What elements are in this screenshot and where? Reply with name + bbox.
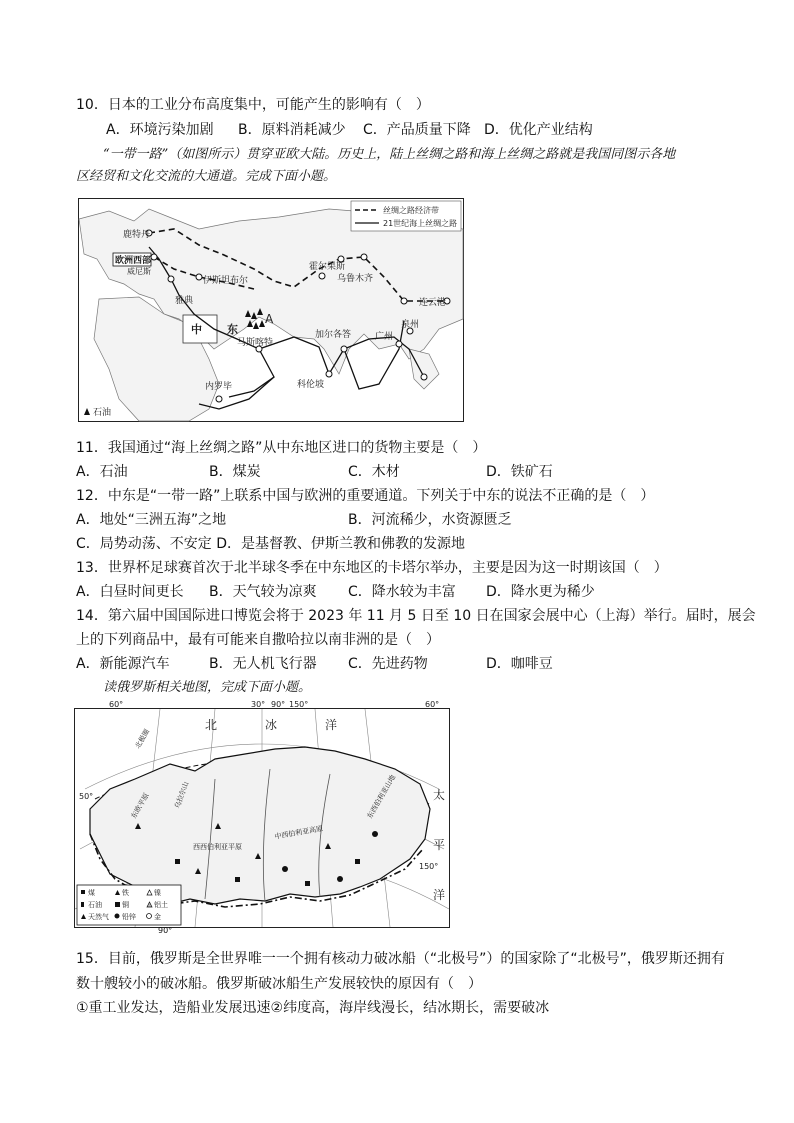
q11-option-b[interactable]: B．煤炭 bbox=[209, 464, 261, 480]
q12-option-a[interactable]: A．地处“三洲五海”之地 bbox=[76, 512, 227, 528]
label-quanzhou: 泉州 bbox=[401, 320, 420, 330]
q15-stem-line1: 15．目前，俄罗斯是全世界唯一一个拥有核动力破冰船（“北极号”）的国家除了“北极号”，俄罗斯还拥有 bbox=[76, 951, 725, 967]
label-guangzhou: 广州 bbox=[375, 332, 394, 342]
label-central-siberia: 中西伯利亚高原 bbox=[273, 824, 324, 841]
q14-stem-line2: 上的下列商品中，最有可能来自撒哈拉以南非洲的是（ ） bbox=[76, 632, 440, 648]
q10-option-b[interactable]: B．原料消耗减少 bbox=[238, 122, 346, 138]
q12-stem: 12．中东是“一带一路”上联系中国与欧洲的重要通道。下列关于中东的说法不正确的是（ ） bbox=[76, 488, 655, 504]
legend-land-route: 丝绸之路经济带 bbox=[383, 206, 439, 215]
ocean-bing: 冰 bbox=[265, 718, 278, 732]
legend-lead-zinc: 铅锌 bbox=[122, 913, 136, 921]
q14-stem-line1: 14．第六届中国国际进口博览会将于 2023 年 11 月 5 日至 10 日在国家会展中心（上海）举行。届时，展会 bbox=[76, 608, 756, 624]
label-lianyungang: 连云港 bbox=[419, 298, 447, 308]
label-a: A bbox=[265, 312, 274, 326]
q10-option-c[interactable]: C．产品质量下降 bbox=[363, 122, 471, 138]
legend-sea-route: 21世纪海上丝绸之路 bbox=[383, 219, 458, 228]
q12-option-b[interactable]: B．河流稀少，水资源匮乏 bbox=[348, 512, 512, 528]
q13-option-c[interactable]: C．降水较为丰富 bbox=[348, 584, 456, 600]
q10-option-a[interactable]: A．环境污染加剧 bbox=[106, 122, 214, 138]
label-athens: 雅典 bbox=[175, 296, 194, 306]
legend-iron: 铁 bbox=[122, 889, 129, 897]
label-urumqi: 乌鲁木齐 bbox=[337, 274, 374, 284]
q14-option-a[interactable]: A．新能源汽车 bbox=[76, 656, 170, 672]
label-nairobi: 内罗毕 bbox=[205, 382, 233, 392]
lon-bottom-label: 90° bbox=[158, 926, 173, 935]
q13-option-b[interactable]: B．天气较为凉爽 bbox=[209, 584, 317, 600]
q13-stem: 13．世界杯足球赛首次于北半球冬季在中东地区的卡塔尔举办，主要是因为这一时期该国（ ） bbox=[76, 560, 668, 576]
label-east: 东 bbox=[227, 323, 238, 336]
lon-left-label: 60° bbox=[109, 700, 124, 709]
q11-option-c[interactable]: C．木材 bbox=[348, 464, 400, 480]
legend-oil: 石油 bbox=[88, 901, 102, 909]
lat-50-label: 50° bbox=[79, 792, 94, 801]
belt-road-map-svg bbox=[79, 199, 463, 421]
q13-option-a[interactable]: A．白昼时间更长 bbox=[76, 584, 184, 600]
pacific-ping: 平 bbox=[433, 838, 446, 852]
legend-nickel: 镍 bbox=[154, 889, 161, 897]
q14-option-d[interactable]: D．咖啡豆 bbox=[486, 656, 553, 672]
label-kolkata: 加尔各答 bbox=[315, 330, 352, 340]
label-istanbul: 伊斯坦布尔 bbox=[203, 276, 249, 286]
lon-150b-label: 150° bbox=[419, 862, 439, 871]
q13-option-d[interactable]: D．降水更为稀少 bbox=[486, 584, 595, 600]
legend-oil: 石油 bbox=[93, 408, 112, 418]
ocean-bei: 北 bbox=[205, 718, 218, 732]
label-west-europe: 欧洲西部 bbox=[115, 256, 152, 266]
label-rotterdam: 鹿特丹 bbox=[123, 230, 151, 240]
label-west-siberia: 西西伯利亚平原 bbox=[193, 843, 242, 851]
label-ural: 乌拉尔山 bbox=[173, 780, 191, 810]
legend-copper: 铜 bbox=[122, 901, 129, 909]
intro2: 读俄罗斯相关地图，完成下面小题。 bbox=[103, 680, 312, 695]
label-colombo: 科伦坡 bbox=[297, 380, 325, 390]
label-venice: 威尼斯 bbox=[127, 267, 151, 276]
legend-coal: 煤 bbox=[88, 889, 95, 897]
label-middle: 中 bbox=[191, 323, 202, 336]
q12-option-cd[interactable]: C．局势动荡、不安定 D．是基督教、伊斯兰教和佛教的发源地 bbox=[76, 536, 466, 552]
legend-gas: 天然气 bbox=[88, 913, 109, 921]
legend-oil-icon bbox=[84, 408, 90, 415]
lon-30-label: 30° bbox=[251, 700, 266, 709]
ocean-yang: 洋 bbox=[325, 718, 338, 732]
label-north-circle: 北极圈 bbox=[133, 727, 152, 750]
q11-stem: 11．我国通过“海上丝绸之路”从中东地区进口的货物主要是（ ） bbox=[76, 440, 487, 456]
russia-map bbox=[74, 700, 450, 928]
label-khorgos: 霍尔果斯 bbox=[309, 262, 346, 272]
label-east-siberia: 东西伯利亚山地 bbox=[365, 773, 398, 820]
q11-option-a[interactable]: A．石油 bbox=[76, 464, 128, 480]
belt-road-map bbox=[78, 198, 464, 422]
q15-stem-line3: ①重工业发达，造船业发展迅速②纬度高，海岸线漫长，结冰期长，需要破冰 bbox=[76, 1000, 550, 1016]
lon-150-label: 150° bbox=[289, 700, 309, 709]
legend-gold: 金 bbox=[154, 913, 161, 921]
q15-stem-line2: 数十艘较小的破冰船。俄罗斯破冰船生产发展较快的原因有（ ） bbox=[76, 976, 482, 992]
lon-90-label: 90° bbox=[271, 700, 286, 709]
q10-option-d[interactable]: D．优化产业结构 bbox=[484, 122, 593, 138]
legend-bauxite: 铝土 bbox=[154, 901, 168, 909]
intro1-line1: “一带一路”（如图所示）贯穿亚欧大陆。历史上，陆上丝绸之路和海上丝绸之路就是我国同图示各地 bbox=[103, 147, 676, 162]
label-east-europe: 东欧平原 bbox=[129, 791, 151, 820]
russia-map-svg bbox=[75, 700, 449, 927]
q11-option-d[interactable]: D．铁矿石 bbox=[486, 464, 553, 480]
q14-option-c[interactable]: C．先进药物 bbox=[348, 656, 428, 672]
intro1-line2: 区经贸和文化交流的大通道。完成下面小题。 bbox=[76, 169, 337, 184]
q10-stem: 10．日本的工业分布高度集中，可能产生的影响有（ ） bbox=[76, 97, 430, 113]
q14-option-b[interactable]: B．无人机飞行器 bbox=[209, 656, 317, 672]
pacific-tai: 太 bbox=[433, 788, 446, 802]
label-muscat: 马斯喀特 bbox=[237, 338, 274, 348]
lon-right-label: 60° bbox=[425, 700, 440, 709]
pacific-yang: 洋 bbox=[433, 888, 446, 902]
